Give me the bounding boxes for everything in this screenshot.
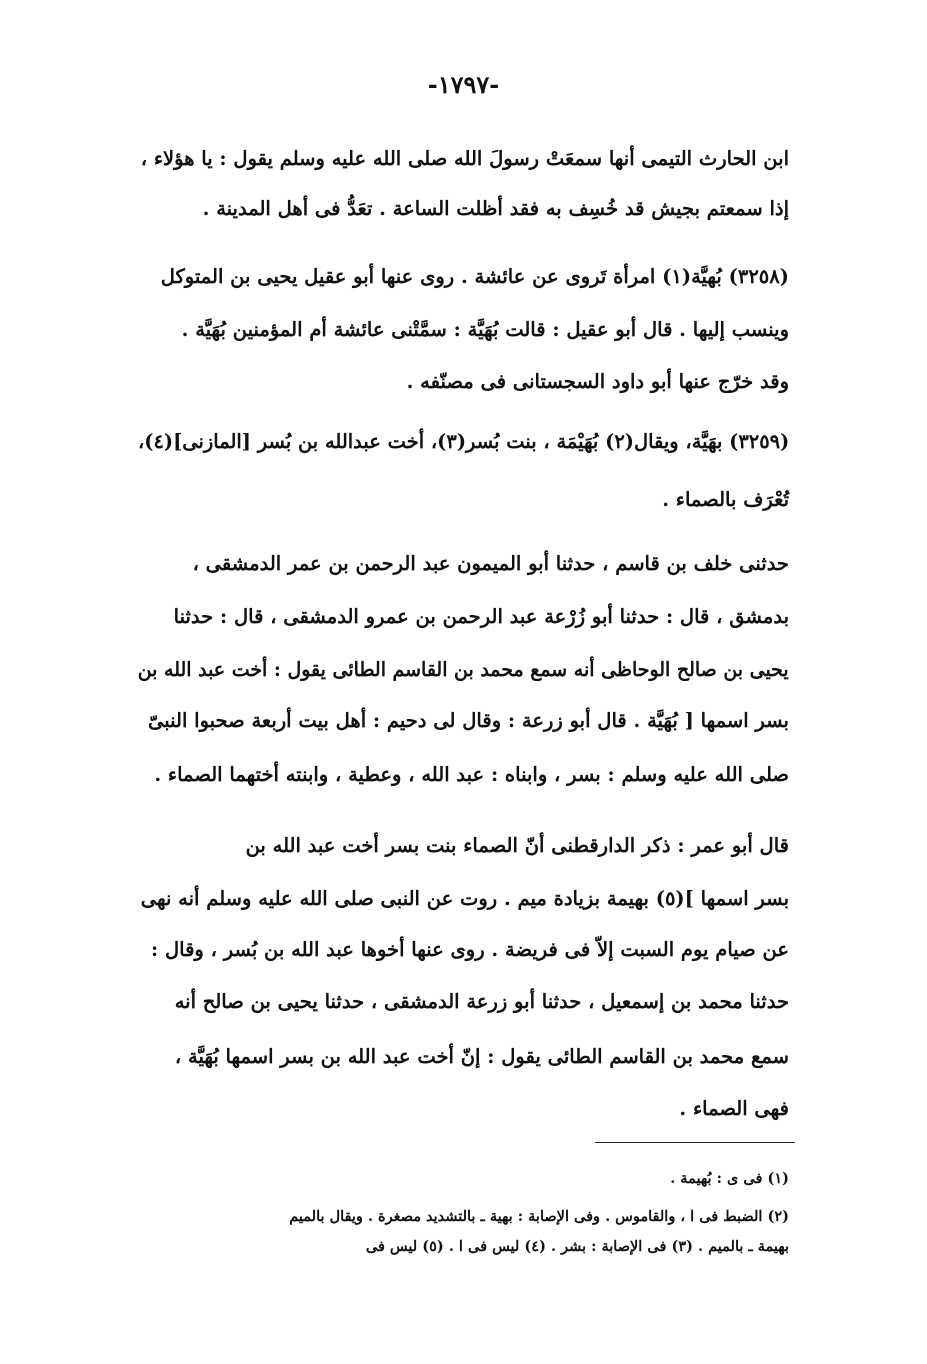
page-number: -١٧٩٧- [427, 70, 500, 99]
text-line: صلى الله عليه وسلم : بسر ، وابناه : عبد الله ، وعطية ، وابنته أختهما الصماء . [154, 763, 789, 786]
footnote-2: (٢) الضبط فى ا ، والقاموس . وفى الإصابة : بهية ـ بالتشديد مصغرة . ويقال بالميم [289, 1208, 789, 1225]
text-line: حدثنى خلف بن قاسم ، حدثنا أبو الميمون عبد الرحمن بن عمر الدمشقى ، [192, 552, 789, 575]
text-line: تُعْرَف بالصماء . [662, 488, 789, 511]
text-line: يحيى بن صالح الوحاظى أنه سمع محمد بن القاسم الطائى يقول : أخت عبد الله بن [138, 658, 789, 681]
text-line: وقد خرّج عنها أبو داود السجستانى فى مصنّفه . [406, 370, 789, 393]
text-line: بسر اسمها [ بُهَيَّة . قال أبو زرعة : وقال لى دحيم : أهل بيت أربعة صحبوا النبىّ [148, 709, 789, 732]
text-line: حدثنا محمد بن إسمعيل ، حدثنا أبو زرعة الدمشقى ، حدثنا يحيى بن صالح أنه [174, 990, 789, 1013]
footnote-3-5: بهيمة ـ بالميم . (٣) فى الإصابة : بشر . (٤) ليس فى ا . (٥) ليس فى [365, 1238, 789, 1255]
text-line: ابن الحارث التيمى أنها سمعَتْ رسولَ الله صلى الله عليه وسلم يقول : يا هؤلاء ، [140, 147, 789, 170]
text-line: سمع محمد بن القاسم الطائى يقول : إنّ أخت عبد الله بن بسر اسمها بُهَيَّة ، [174, 1045, 789, 1068]
text-line: (٣٢٥٩) بهَيَّة، ويقال(٢) بُهَيْمَة ، بنت بُسر(٣)، أخت عبدالله بن بُسر [المازنى](٤)، [137, 430, 789, 453]
text-line: عن صيام يوم السبت إلاّ فى فريضة . روى عنها أخوها عبد الله بن بُسر ، وقال : [150, 938, 789, 961]
text-line: إذا سمعتم بجيش قد خُسِف به فقد أظلت الساعة . تعَدُّ فى أهل المدينة . [202, 197, 789, 220]
text-line: (٣٢٥٨) بُهيَّة(١) امرأة تَروى عن عائشة . روى عنها أبو عقيل يحيى بن المتوكل [160, 265, 789, 288]
text-line: فهى الصماء . [679, 1097, 789, 1120]
text-line: قال أبو عمر : ذكر الدارقطنى أنّ الصماء بنت بسر أخت عبد الله بن [245, 834, 789, 857]
text-line: بدمشق ، قال : حدثنا أبو زُرْعة عبد الرحمن بن عمرو الدمشقى ، قال : حدثنا [173, 605, 789, 628]
footnote-1: (١) فى ى : بُهيمة . [670, 1170, 789, 1187]
text-line: وينسب إليها . قال أبو عقيل : قالت بُهَيَّة : سمَّتْنى عائشة أم المؤمنين بُهَيَّة . [181, 318, 789, 341]
text-line: بسر اسمها ](٥) بهيمة بزيادة ميم . روت عن النبى صلى الله عليه وسلم أنه نهى [140, 887, 789, 910]
footnote-divider [595, 1142, 795, 1143]
